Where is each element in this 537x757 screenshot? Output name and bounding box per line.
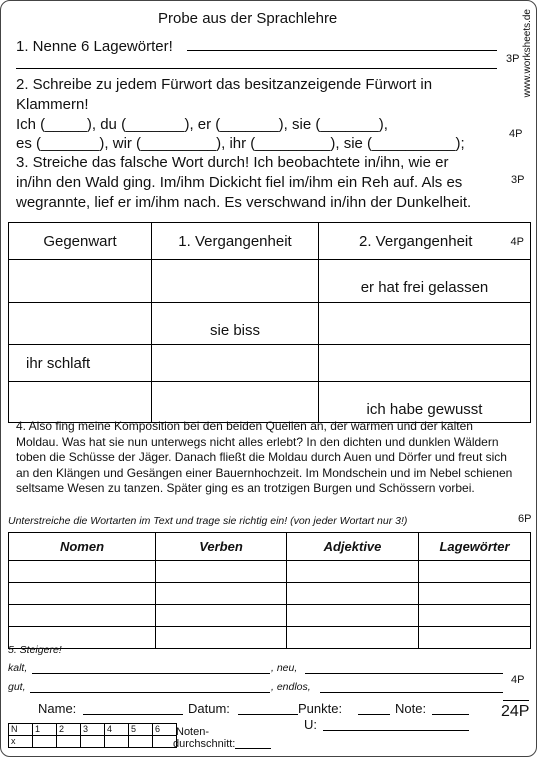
grade-cell[interactable]	[105, 736, 129, 748]
word-cell[interactable]	[9, 561, 156, 583]
tense-cell[interactable]	[319, 345, 531, 382]
q3-line2: in/ihn den Wald ging. Im/ihm Dickicht fiel im/ihm ein Reh auf. Als es	[16, 174, 463, 191]
tense-cell[interactable]	[152, 345, 319, 382]
word-cell[interactable]	[9, 583, 156, 605]
grade-cell: 4	[105, 724, 129, 736]
grade-cell: 1	[33, 724, 57, 736]
total-rule	[503, 700, 529, 701]
tense-cell[interactable]	[152, 382, 319, 423]
word-header-row	[9, 533, 531, 561]
q5-neu-label: , neu,	[271, 662, 298, 674]
q5-gut-label: gut,	[8, 681, 26, 693]
q2-line1: 2. Schreibe zu jedem Fürwort das besitzanzeigende Fürwort in	[16, 76, 433, 93]
table-row	[9, 724, 177, 736]
tense-header-label: 2. Vergangenheit	[359, 232, 473, 250]
u-label: U:	[304, 717, 317, 732]
tense-header-cell	[319, 223, 531, 260]
side-url: www.worksheets.de	[522, 9, 533, 98]
q5-endlos-label: , endlos,	[271, 681, 311, 693]
grade-cell[interactable]	[129, 736, 153, 748]
word-cell[interactable]	[9, 605, 156, 627]
q1-text: 1. Nenne 6 Lagewörter!	[16, 38, 173, 55]
noten-label-2: durchschnitt:	[173, 738, 236, 750]
q5-endlos-line[interactable]	[320, 692, 503, 693]
tense-cell[interactable]: er hat frei gelassen	[319, 260, 531, 303]
word-cell[interactable]	[419, 583, 531, 605]
tense-cell[interactable]	[9, 382, 152, 423]
tense-table	[8, 222, 531, 423]
table-row	[9, 561, 531, 583]
q1-answer-line-2[interactable]	[16, 68, 497, 69]
grade-cell: N	[9, 724, 33, 736]
q2-line4: es (_______), wir (_________), ihr (_________), sie (__________);	[16, 135, 465, 152]
noten-label-1: Noten-	[176, 726, 210, 738]
tense-header-cell: 1. Vergangenheit	[152, 223, 319, 260]
word-header-cell: Adjektive	[287, 533, 419, 561]
grade-cell: 6	[153, 724, 177, 736]
q2-points: 4P	[509, 128, 523, 140]
note-field[interactable]	[432, 714, 469, 715]
q5-title: 5. Steigere!	[8, 644, 62, 656]
table-row	[9, 345, 531, 382]
q1-points: 3P	[506, 53, 520, 65]
punkte-field[interactable]	[358, 714, 390, 715]
table-row	[9, 627, 531, 649]
total-points: 24P	[501, 703, 530, 720]
name-label: Name:	[38, 701, 77, 716]
table-row	[9, 382, 531, 423]
grade-cell: 5	[129, 724, 153, 736]
grade-cell: 3	[81, 724, 105, 736]
tense-header-cell: Gegenwart	[9, 223, 152, 260]
name-field[interactable]	[83, 714, 183, 715]
word-cell[interactable]	[419, 561, 531, 583]
tense-header-row	[9, 223, 531, 260]
q2-line2: Klammern!	[16, 96, 89, 113]
punkte-label: Punkte:	[298, 701, 343, 716]
word-cell[interactable]	[287, 605, 419, 627]
q5-points: 4P	[511, 674, 525, 686]
word-cell[interactable]	[287, 561, 419, 583]
q5-gut-line[interactable]	[30, 692, 270, 693]
word-cell[interactable]	[156, 627, 287, 649]
table-row	[9, 303, 531, 345]
q4-instruction: Unterstreiche die Wortarten im Text und trage sie richtig ein! (von jeder Wortart nur 3!)	[8, 515, 408, 527]
q1-answer-line[interactable]	[187, 50, 497, 51]
word-type-table	[8, 532, 531, 649]
word-cell[interactable]	[156, 605, 287, 627]
q5-neu-line[interactable]	[305, 673, 503, 674]
word-cell[interactable]	[287, 583, 419, 605]
table-row	[9, 736, 177, 748]
word-header-cell: Verben	[156, 533, 287, 561]
tense-cell[interactable]	[152, 260, 319, 303]
table-row	[9, 583, 531, 605]
tense-cell[interactable]: sie biss	[152, 303, 319, 345]
tense-cell[interactable]	[9, 303, 152, 345]
datum-field[interactable]	[238, 714, 298, 715]
grade-table	[8, 723, 177, 748]
page-title: Probe aus der Sprachlehre	[158, 10, 338, 27]
q3-line1: 3. Streiche das falsche Wort durch! Ich beobachtete in/ihn, wie er	[16, 154, 449, 171]
grade-cell[interactable]	[81, 736, 105, 748]
word-cell[interactable]	[156, 583, 287, 605]
grade-cell[interactable]	[33, 736, 57, 748]
q3-points: 3P	[511, 174, 525, 186]
word-header-cell: Nomen	[9, 533, 156, 561]
grade-cell[interactable]	[57, 736, 81, 748]
word-cell[interactable]	[156, 561, 287, 583]
q5-kalt-line[interactable]	[32, 673, 270, 674]
grade-cell: x	[9, 736, 33, 748]
grade-cell: 2	[57, 724, 81, 736]
q4-points: 6P	[518, 513, 532, 525]
tense-table-points: 4P	[510, 236, 524, 248]
word-cell[interactable]	[287, 627, 419, 649]
table-row	[9, 605, 531, 627]
tense-cell[interactable]: ihr schlaft	[9, 345, 152, 382]
word-header-cell: Lagewörter	[419, 533, 531, 561]
datum-label: Datum:	[188, 701, 230, 716]
q4-text: 4. Also fing meine Komposition bei den beiden Quellen an, der warmen und der kalten Moldau. Was hat sie nun unterwegs nicht alles erlebt? In den dichten und dunklen Wäldern toben die Schüsse der Jäger. Danach fließt die Moldau durch Auen und Dörfer und freut sich an den Klängen und Gesängen einer Bauernhochzeit. Im Mondschein und im Nebel schienen seltsame Wesen zu tanzen. Später ging es an trotzigen Burgen und Schössern vorbei.	[16, 419, 513, 495]
tense-cell[interactable]	[319, 303, 531, 345]
q3-line3: wegrannte, lief er im/ihm nach. Es verschwand in/ihn der Dunkelheit.	[16, 194, 472, 211]
word-cell[interactable]	[419, 605, 531, 627]
tense-cell[interactable]: ich habe gewusst	[319, 382, 531, 423]
q5-kalt-label: kalt,	[8, 662, 28, 674]
noten-field[interactable]	[235, 748, 271, 749]
u-field[interactable]	[323, 730, 469, 731]
tense-cell[interactable]	[9, 260, 152, 303]
table-row	[9, 260, 531, 303]
note-label: Note:	[395, 701, 427, 716]
q2-line3: Ich (_____), du (_______), er (_______), sie (_______),	[16, 116, 388, 133]
word-cell[interactable]	[419, 627, 531, 649]
